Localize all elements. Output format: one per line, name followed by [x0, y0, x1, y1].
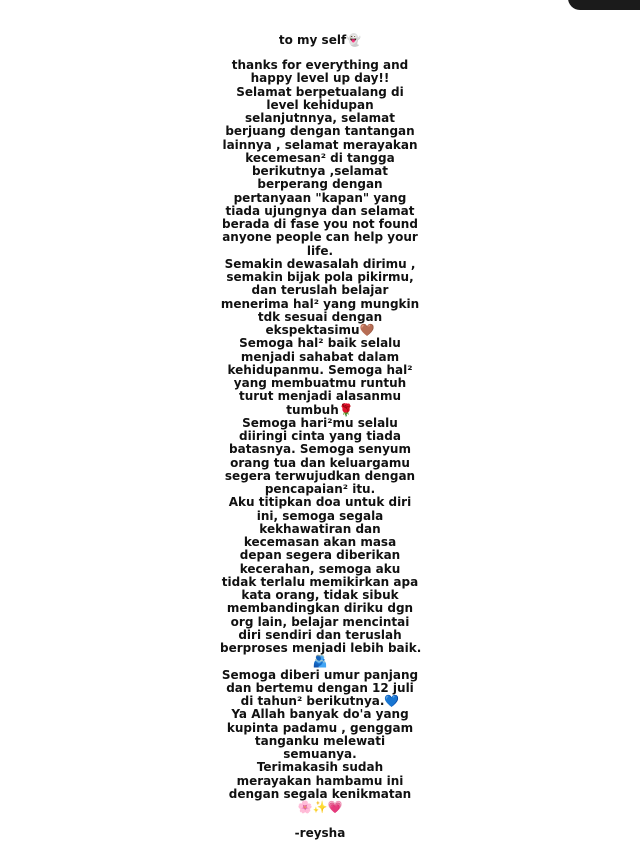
- note-line: berproses menjadi lebih baik.: [220, 641, 422, 655]
- note-line: berjuang dengan tantangan: [225, 124, 415, 139]
- note-line: berada di fase you not found: [222, 217, 418, 231]
- note-line: berperang dengan: [257, 177, 383, 192]
- note-line: merayakan hambamu ini: [236, 773, 404, 788]
- note-line: life.: [306, 243, 334, 258]
- note-line: turut menjadi alasanmu: [238, 389, 402, 404]
- note-line: anyone people can help your: [222, 230, 418, 245]
- note-line: pertanyaan "kapan" yang: [233, 190, 407, 205]
- note-line: membandingkan diriku dgn: [226, 601, 414, 616]
- note-line: happy level up day!!: [250, 71, 390, 86]
- note-line: dengan segala kenikmatan: [228, 786, 412, 801]
- note-line: diri sendiri dan teruslah: [238, 627, 402, 642]
- note-line: Semoga hari²mu selalu: [242, 415, 398, 430]
- note-line: di tahun² berikutnya.💙: [240, 694, 400, 708]
- note-line: berikutnya ,selamat: [251, 164, 389, 178]
- note-line: yang membuatmu runtuh: [233, 376, 407, 390]
- note-line: orang tua dan keluargamu: [230, 455, 410, 470]
- note-line: menerima hal² yang mungkin: [220, 296, 420, 311]
- note-line: Ya Allah banyak do'a yang: [231, 707, 409, 722]
- note-line: menjadi sahabat dalam: [240, 349, 400, 364]
- note-line: tumbuh🌹: [286, 402, 354, 417]
- corner-tab: [568, 0, 640, 10]
- note-line: batasnya. Semoga senyum: [229, 442, 411, 457]
- note-line: Semoga diberi umur panjang: [221, 667, 419, 682]
- note-line: kehidupanmu. Semoga hal²: [227, 362, 413, 377]
- note-line: lainnya , selamat merayakan: [222, 137, 418, 152]
- note-line: depan segera diberikan: [239, 548, 401, 563]
- note-line: Selamat berpetualang di: [236, 84, 404, 99]
- note-line: Terimakasih sudah: [256, 760, 384, 775]
- note-line: tidak terlalu memikirkan apa: [221, 574, 419, 589]
- note-line: segera terwujudkan dengan: [224, 468, 416, 483]
- note-line: Semoga hal² baik selalu: [239, 336, 401, 351]
- note-line: ekspektasimu🤎: [265, 323, 375, 337]
- note-line: tdk sesuai dengan: [257, 309, 383, 324]
- note-title: to my self👻: [278, 33, 362, 47]
- note-line: kata orang, tidak sibuk: [241, 588, 399, 602]
- note-line: tanganku melewati: [254, 733, 386, 748]
- note-line: kupinta padamu , genggam: [226, 720, 414, 735]
- note-line: kecemasan akan masa: [243, 535, 397, 549]
- note-line: org lain, belajar mencintai: [230, 614, 410, 629]
- note-line: level kehidupan: [266, 97, 374, 112]
- note-line: kekhawatiran dan: [259, 521, 381, 536]
- note-line: 🌸✨💗: [297, 800, 343, 814]
- note-line: kecemesan² di tangga: [245, 150, 395, 165]
- note-line: tiada ujungnya dan selamat: [225, 203, 415, 218]
- note-line: diiringi cinta yang tiada: [239, 429, 401, 443]
- note-line: ini, semoga segala: [256, 508, 384, 523]
- note-line: dan teruslah belajar: [251, 283, 389, 298]
- note-line: semuanya.: [283, 747, 357, 761]
- note-line: selanjutnnya, selamat: [245, 111, 395, 125]
- note-line: 🫂: [312, 654, 328, 669]
- note-line: dan bertemu dengan 12 juli: [226, 680, 414, 695]
- signature: -reysha: [294, 826, 346, 841]
- note-line: thanks for everything and: [231, 58, 409, 72]
- note-line: semakin bijak pola pikirmu,: [226, 270, 414, 284]
- note-line: Semakin dewasalah dirimu ,: [224, 256, 416, 271]
- note-line: pencapaian² itu.: [264, 482, 376, 496]
- note-line: kecerahan, semoga aku: [239, 561, 401, 576]
- note-body: [220, 59, 420, 814]
- note-page: [0, 33, 640, 840]
- note-line: Aku titipkan doa untuk diri: [228, 495, 412, 510]
